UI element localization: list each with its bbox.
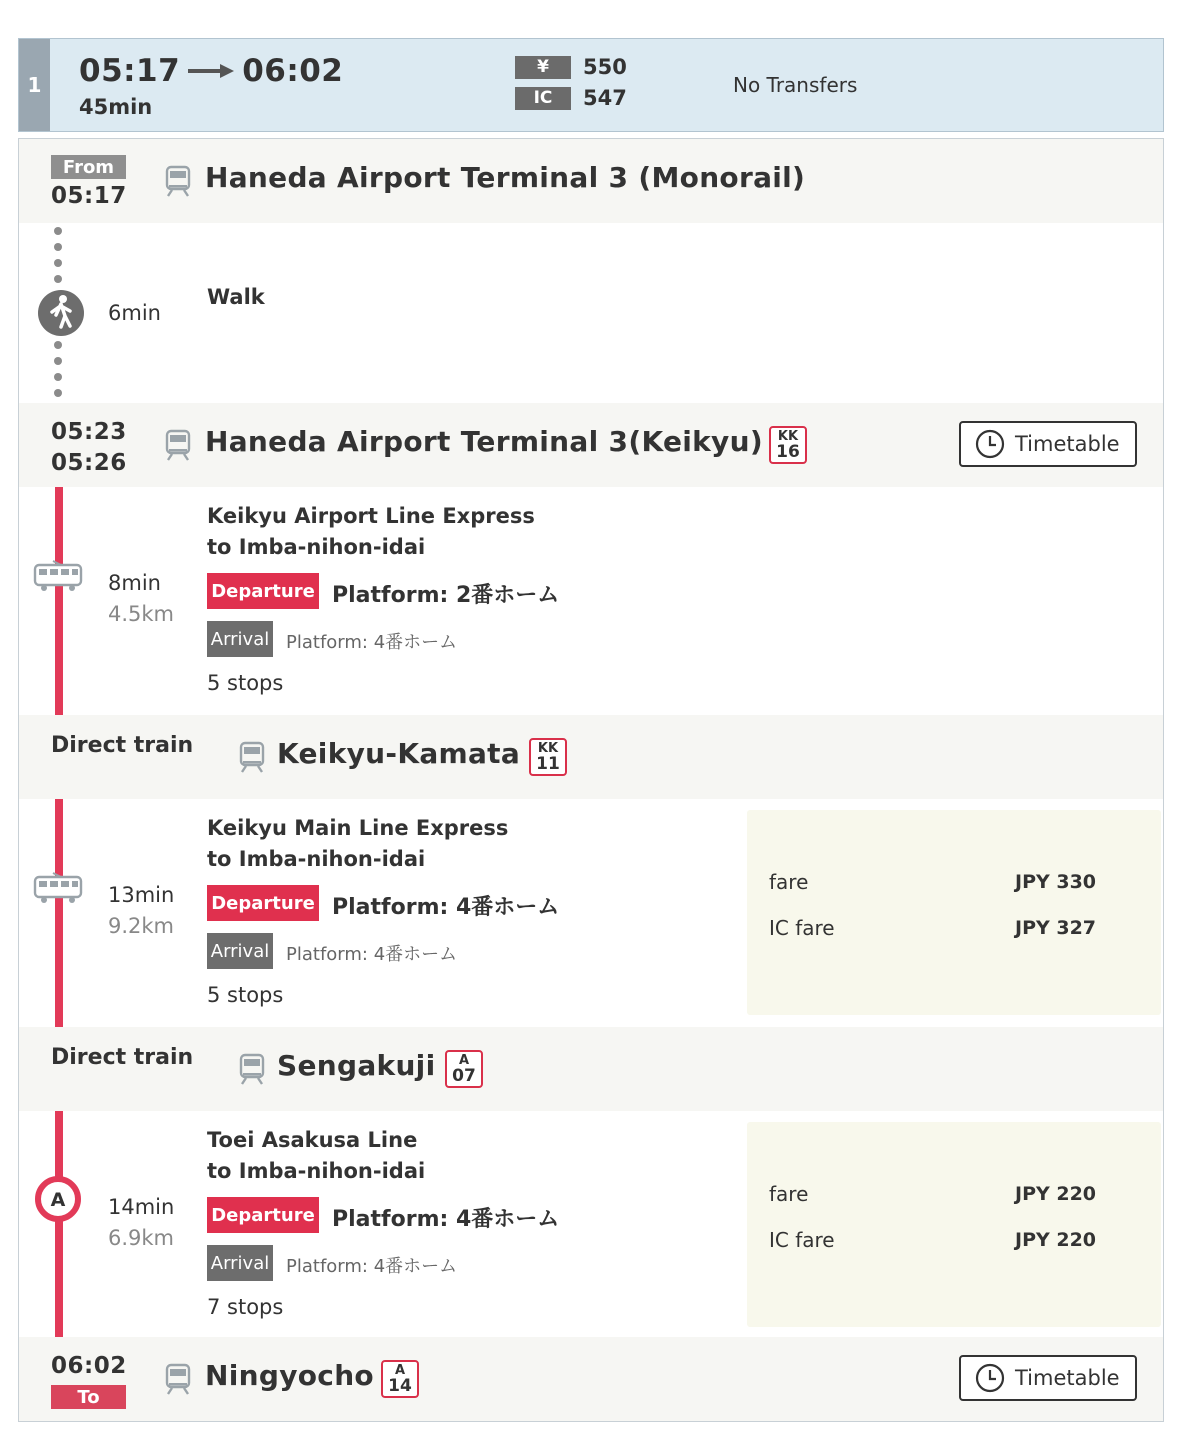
line-color-bar <box>55 487 63 715</box>
segment-duration: 14min <box>108 1195 175 1219</box>
ic-fare-value: JPY 327 <box>1015 917 1097 939</box>
fare-cash-row <box>515 55 627 79</box>
origin-station <box>19 139 1163 223</box>
segment-keikyu-airport <box>19 487 1163 715</box>
ic-fare-label: IC fare <box>769 916 835 940</box>
line-name[interactable]: Toei Asakusa Line <box>207 1128 418 1152</box>
stop3-name[interactable]: Sengakuji <box>277 1049 436 1082</box>
train-station-icon <box>165 165 191 197</box>
summary-times <box>79 53 343 89</box>
summary-arrive-time: 06:02 <box>242 53 344 89</box>
stop2-name[interactable]: Keikyu-Kamata <box>277 737 521 770</box>
arrival-platform: Platform: 4番ホーム <box>286 632 458 653</box>
segment-toei-asakusa <box>19 1111 1163 1337</box>
segment-keikyu-main <box>19 799 1163 1027</box>
line-color-bar <box>55 799 63 1027</box>
train-station-icon <box>239 741 265 773</box>
walk-segment <box>19 223 1163 403</box>
stop1-departure-time: 05:26 <box>51 450 127 476</box>
origin-time: 05:17 <box>51 183 127 209</box>
fare-ic-row <box>515 86 627 110</box>
summary-depart-time: 05:17 <box>79 53 181 89</box>
clock-icon <box>975 1363 1005 1393</box>
destination-name[interactable]: Ningyocho <box>205 1359 374 1392</box>
line-direction: to Imba-nihon-idai <box>207 847 426 871</box>
direct-train-label: Direct train <box>51 733 194 758</box>
summary-duration: 45min <box>79 95 153 119</box>
departure-platform: Platform: 4番ホーム <box>332 895 560 920</box>
stop1-arrival-time: 05:23 <box>51 419 127 445</box>
line-direction: to Imba-nihon-idai <box>207 535 426 559</box>
walk-duration: 6min <box>108 301 161 325</box>
train-station-icon <box>165 1363 191 1395</box>
arrow-right-icon <box>188 61 234 81</box>
route-summary[interactable] <box>18 38 1164 132</box>
walking-person-icon <box>37 289 85 337</box>
to-tag: To <box>51 1385 126 1409</box>
yen-icon: ¥ <box>515 56 571 79</box>
route-detail <box>18 138 1164 1422</box>
origin-name[interactable]: Haneda Airport Terminal 3 (Monorail) <box>205 161 806 194</box>
direct-train-label: Direct train <box>51 1045 194 1070</box>
walk-label: Walk <box>207 285 265 309</box>
line-name[interactable]: Keikyu Main Line Express <box>207 816 509 840</box>
destination-station <box>19 1337 1163 1421</box>
destination-time: 06:02 <box>51 1353 127 1379</box>
fare-ic-value: 547 <box>583 86 627 110</box>
timetable-button[interactable] <box>959 421 1137 467</box>
train-icon <box>33 559 83 593</box>
departure-platform: Platform: 2番ホーム <box>332 583 560 608</box>
ic-card-icon: IC <box>515 87 571 110</box>
station-sengakuji <box>19 1027 1163 1111</box>
route-number: 1 <box>19 39 50 131</box>
timetable-button[interactable] <box>959 1355 1137 1401</box>
stops-count[interactable]: 5 stops <box>207 983 284 1007</box>
segment-distance: 4.5km <box>108 602 175 626</box>
segment-distance: 6.9km <box>108 1226 175 1250</box>
departure-tag: Departure <box>207 1197 319 1233</box>
station-code-badge: KK 11 <box>529 738 567 776</box>
station-code-badge: A 14 <box>381 1360 419 1398</box>
transfers-text: No Transfers <box>733 73 858 97</box>
segment-distance: 9.2km <box>108 914 175 938</box>
arrival-tag: Arrival <box>207 933 273 969</box>
fare-cash-value: 550 <box>583 55 627 79</box>
arrival-tag: Arrival <box>207 1245 273 1281</box>
station-haneda-keikyu <box>19 403 1163 487</box>
segment-fare-box <box>747 1122 1161 1327</box>
arrival-platform: Platform: 4番ホーム <box>286 944 458 965</box>
arrival-tag: Arrival <box>207 621 273 657</box>
segment-duration: 13min <box>108 883 175 907</box>
stops-count[interactable]: 5 stops <box>207 671 284 695</box>
line-color-bar <box>55 1111 63 1337</box>
departure-platform: Platform: 4番ホーム <box>332 1207 560 1232</box>
departure-tag: Departure <box>207 885 319 921</box>
station-code-badge: A 07 <box>445 1050 483 1088</box>
svg-text:A: A <box>50 1189 66 1211</box>
line-direction: to Imba-nihon-idai <box>207 1159 426 1183</box>
departure-tag: Departure <box>207 573 319 609</box>
from-tag: From <box>51 155 126 179</box>
segment-duration: 8min <box>108 571 161 595</box>
train-station-icon <box>165 429 191 461</box>
line-name[interactable]: Keikyu Airport Line Express <box>207 504 535 528</box>
train-station-icon <box>239 1053 265 1085</box>
segment-fare-box <box>747 810 1161 1015</box>
station-keikyu-kamata <box>19 715 1163 799</box>
fare-value: JPY 330 <box>1015 871 1097 893</box>
arrival-platform: Platform: 4番ホーム <box>286 1256 458 1277</box>
fare-label: fare <box>769 870 809 894</box>
ic-fare-label: IC fare <box>769 1228 835 1252</box>
asakusa-line-icon <box>34 1175 82 1223</box>
train-icon <box>33 871 83 905</box>
timetable-label: Timetable <box>1015 432 1120 456</box>
fare-value: JPY 220 <box>1015 1183 1097 1205</box>
stop1-name[interactable]: Haneda Airport Terminal 3(Keikyu) <box>205 425 763 458</box>
fare-label: fare <box>769 1182 809 1206</box>
clock-icon <box>975 429 1005 459</box>
timetable-label: Timetable <box>1015 1366 1120 1390</box>
station-code-badge: KK 16 <box>769 426 807 464</box>
ic-fare-value: JPY 220 <box>1015 1229 1097 1251</box>
stops-count[interactable]: 7 stops <box>207 1295 284 1319</box>
